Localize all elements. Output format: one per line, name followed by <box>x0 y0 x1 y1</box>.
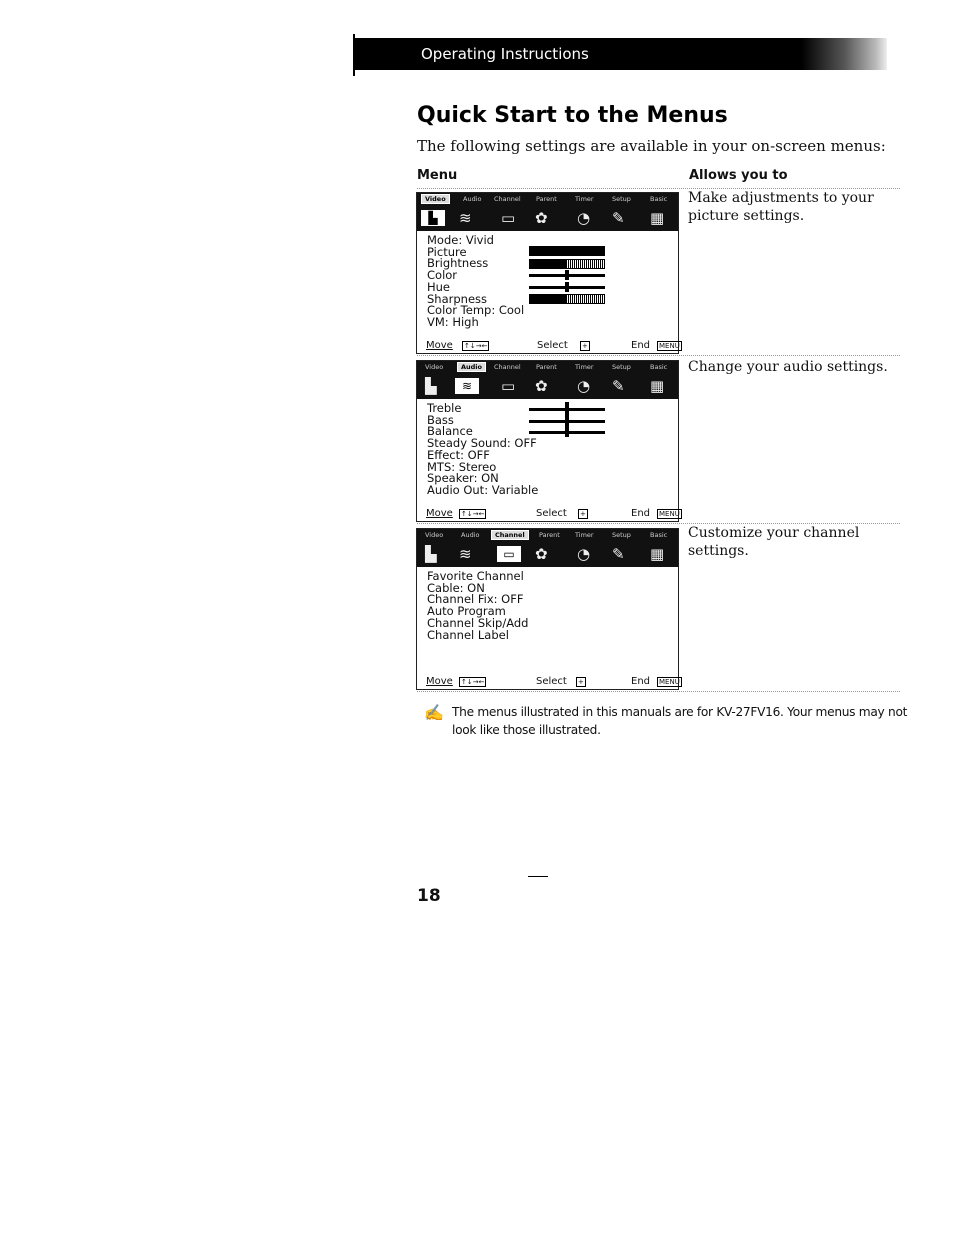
basic-abc-icon: ▦ <box>650 545 665 563</box>
basic-abc-icon: ▦ <box>650 209 665 227</box>
video-icon: ▙ <box>425 377 437 395</box>
note-pencil-icon: ✍ <box>424 703 444 722</box>
timer-clock-icon: ◔ <box>577 377 591 395</box>
intro-text: The following settings are available in your on-screen menus: <box>417 137 886 155</box>
video-icon: ▙ <box>425 545 437 563</box>
tab-basic: Basic <box>650 195 668 203</box>
menu-item: Treble <box>427 401 462 415</box>
tab-setup: Setup <box>612 531 631 539</box>
audio-menu-description: Change your audio settings. <box>688 359 888 375</box>
setup-icon: ✎ <box>612 377 625 395</box>
timer-clock-icon: ◔ <box>577 209 591 227</box>
menu-item: Hue <box>427 279 451 294</box>
menu-icon-bar <box>417 543 678 567</box>
page-number: 18 <box>417 886 441 906</box>
menu-item: Speaker: ON <box>427 471 499 486</box>
menu-item: Channel Fix: OFF <box>427 592 524 607</box>
menu-item: Channel Label <box>427 627 509 642</box>
tab-video: Video <box>421 194 450 204</box>
menu-item: Audio Out: Variable <box>427 482 539 497</box>
brightness-level-bar <box>529 259 605 269</box>
video-icon: ▙ <box>421 210 445 226</box>
tab-parent: Parent <box>536 363 557 371</box>
timer-clock-icon: ◔ <box>577 545 591 563</box>
menu-items <box>427 571 528 641</box>
tab-basic: Basic <box>650 531 668 539</box>
audio-icon: ≋ <box>459 545 472 563</box>
menu-item: Picture <box>427 244 467 259</box>
divider <box>417 355 900 356</box>
picture-level-bar <box>529 246 605 256</box>
header-rule <box>353 34 355 76</box>
menu-item: Favorite Channel <box>427 569 524 583</box>
menu-item: VM: High <box>427 314 479 329</box>
parent-bear-icon: ✿ <box>535 377 548 395</box>
menu-tab-bar <box>417 361 678 375</box>
end-label: End <box>631 340 651 351</box>
setup-icon: ✎ <box>612 209 625 227</box>
move-label: Move <box>426 508 453 519</box>
channel-icon: ▭ <box>501 209 516 227</box>
menu-item: Auto Program <box>427 604 506 619</box>
channel-menu-screen: Video Audio Channel Parent Timer Setup Basic ▙ ≋ ▭ ✿ ◔ ✎ ▦ Favorite Channel Cable: ON Channel Fix: OFF Auto Program Channel Skip/Add Channel Label Move ↑↓→← Select + End MENU <box>416 528 679 690</box>
audio-menu-screen: Video Audio Channel Parent Timer Setup Basic ▙ ≋ ▭ ✿ ◔ ✎ ▦ Treble Bass Balance Steady Sound: OFF Effect: OFF MTS: Stereo Speaker: ON Audio Out: Variable Move ↑↓→← Select + End MENU <box>416 360 679 522</box>
end-label: End <box>631 508 651 519</box>
menu-item: Balance <box>427 424 473 439</box>
tab-timer: Timer <box>575 531 594 539</box>
audio-icon: ≋ <box>455 378 479 394</box>
tab-video: Video <box>425 531 444 539</box>
tab-parent: Parent <box>536 195 557 203</box>
audio-icon: ≋ <box>459 209 472 227</box>
menu-item: Color Temp: Cool <box>427 303 525 318</box>
column-header-menu: Menu <box>417 168 458 183</box>
move-label: Move <box>426 340 453 351</box>
video-menu-screen: Video Audio Channel Parent Timer Setup Basic ▙ ≋ ▭ ✿ ◔ ✎ ▦ Mode: Vivid Picture Brightness Color Hue Sharpness Color Temp: Cool VM: High Move ↑↓→← Select + End MENU <box>416 192 679 354</box>
parent-bear-icon: ✿ <box>535 545 548 563</box>
hue-level-bar <box>529 286 605 289</box>
menu-items <box>427 403 538 497</box>
tab-setup: Setup <box>612 363 631 371</box>
tab-timer: Timer <box>575 195 594 203</box>
tab-audio: Audio <box>457 362 486 372</box>
end-label: End <box>631 676 651 687</box>
tab-channel: Channel <box>491 530 529 540</box>
menu-icon-bar <box>417 207 678 231</box>
color-level-bar <box>529 274 605 277</box>
menu-tab-bar <box>417 193 678 207</box>
channel-icon: ▭ <box>497 546 521 562</box>
tab-channel: Channel <box>494 363 521 371</box>
channel-menu-description: Customize your channel settings. <box>688 525 860 559</box>
treble-level-bar <box>529 408 605 411</box>
tab-audio: Audio <box>463 195 482 203</box>
menu-items <box>427 235 524 329</box>
menu-item: Brightness <box>427 256 489 271</box>
channel-icon: ▭ <box>501 377 516 395</box>
balance-level-bar <box>529 431 605 434</box>
setup-icon: ✎ <box>612 545 625 563</box>
parent-bear-icon: ✿ <box>535 209 548 227</box>
tab-timer: Timer <box>575 363 594 371</box>
column-header-allows: Allows you to <box>689 168 788 183</box>
menu-item: Cable: ON <box>427 580 485 595</box>
tab-video: Video <box>425 363 444 371</box>
menu-item: Sharpness <box>427 291 488 306</box>
menu-item: MTS: Stereo <box>427 459 497 474</box>
menu-item: Channel Skip/Add <box>427 615 529 630</box>
tab-channel: Channel <box>494 195 521 203</box>
menu-icon-bar <box>417 375 678 399</box>
menu-item: Steady Sound: OFF <box>427 436 537 451</box>
menu-tab-bar <box>417 529 678 543</box>
section-header-bar <box>353 38 887 70</box>
tab-basic: Basic <box>650 363 668 371</box>
menu-item: Color <box>427 268 458 283</box>
menu-item: Bass <box>427 412 454 427</box>
note-text: The menus illustrated in this manuals are for KV-27FV16. Your menus may not look like those illustrated. <box>452 705 908 737</box>
select-label: Select <box>537 340 568 351</box>
select-label: Select <box>536 676 567 687</box>
section-title: Operating Instructions <box>421 45 589 63</box>
tab-parent: Parent <box>539 531 560 539</box>
select-label: Select <box>536 508 567 519</box>
sharpness-level-bar <box>529 294 605 304</box>
tab-setup: Setup <box>612 195 631 203</box>
video-menu-description: Make adjustments to your picture settings. <box>688 190 874 224</box>
menu-item: Effect: OFF <box>427 447 490 462</box>
page-title: Quick Start to the Menus <box>417 103 728 128</box>
basic-abc-icon: ▦ <box>650 377 665 395</box>
bass-level-bar <box>529 420 605 423</box>
dash-mark <box>528 876 548 877</box>
move-label: Move <box>426 676 453 687</box>
menu-item: Mode: Vivid <box>427 233 494 247</box>
tab-audio: Audio <box>461 531 480 539</box>
divider <box>417 691 900 692</box>
